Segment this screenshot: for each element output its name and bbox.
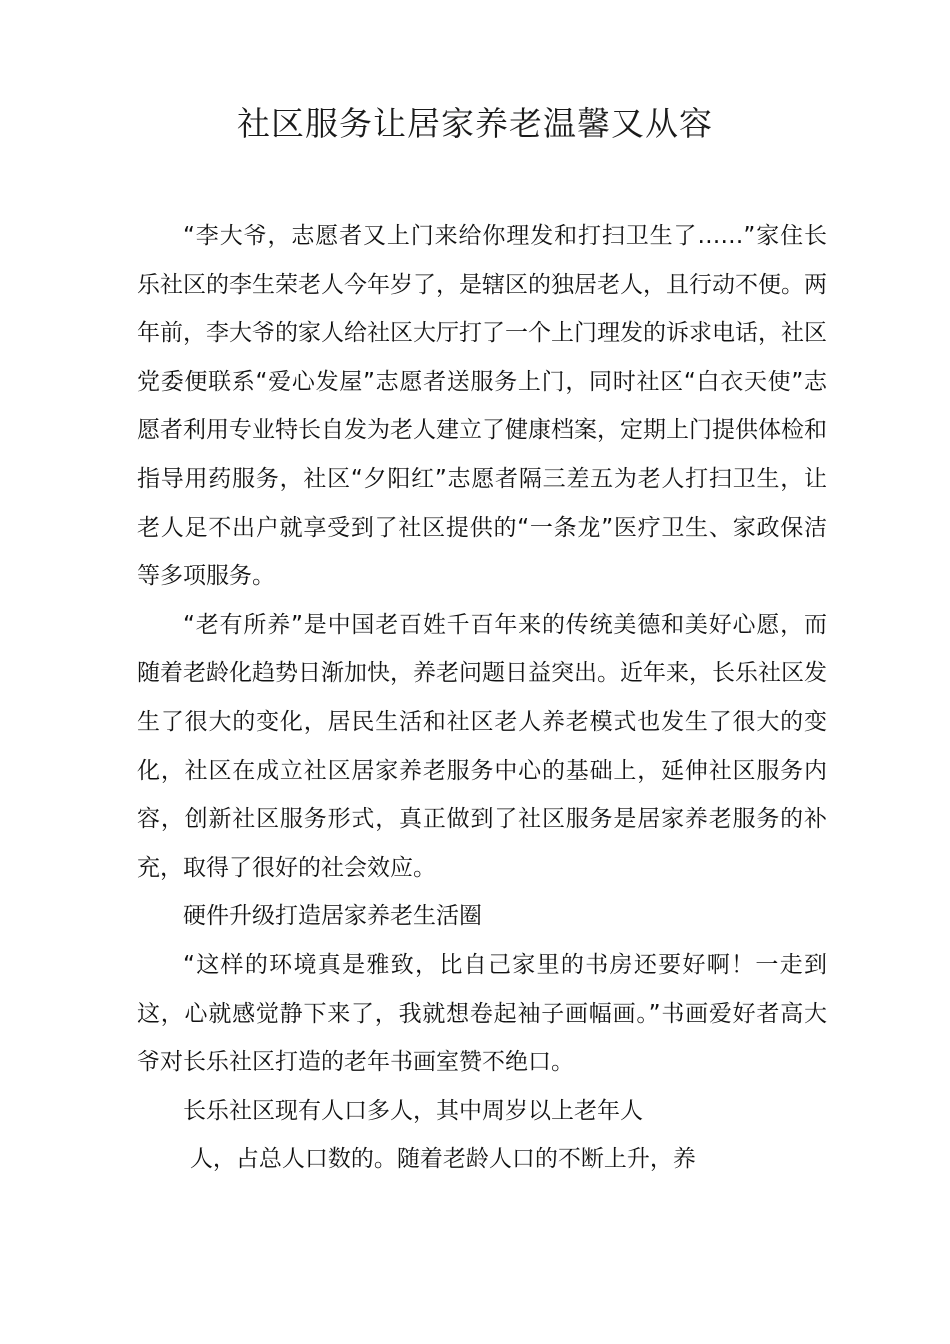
paragraph-population-continued: 人，占总人口数的。随着老龄人口的不断上升，养 [189,1146,696,1173]
paragraph-population: 长乐社区现有人口多人，其中周岁以上老年人 [183,1097,643,1124]
paragraph-elderly-care: “老有所养”是中国老百姓千百年来的传统美德和美好心愿，而随着老龄化趋势日渐加快，养老问题日益突出。近年来，长乐社区发生了很大的变化，居民生活和社区老人养老模式也发生了很大的变化，社区在成立社区居家养老服务中心的基础上，延伸社区服务内容，创新社区服务形式，真正做到了社区服务是居家养老服务的补充，取得了很好的社会效应。 [137,611,827,881]
section-heading-hardware-upgrade: 硬件升级打造居家养老生活圈 [183,903,482,930]
paragraph-calligraphy-room: “这样的环境真是雅致，比自己家里的书房还要好啊！一走到这，心就感觉静下来了，我就想卷起袖子画幅画。”书画爱好者高大爷对长乐社区打造的老年书画室赞不绝口。 [137,951,827,1076]
paragraph-volunteer-service: “李大爷，志愿者又上门来给你理发和打扫卫生了……”家住长乐社区的李生荣老人今年岁了，是辖区的独居老人，且行动不便。两年前，李大爷的家人给社区大厅打了一个上门理发的诉求电话，社区党委便联系“爱心发屋”志愿者送服务上门，同时社区“白衣天使”志愿者利用专业特长自发为老人建立了健康档案，定期上门提供体检和指导用药服务，社区“夕阳红”志愿者隔三差五为老人打扫卫生，让老人足不出户就享受到了社区提供的“一条龙”医疗卫生、家政保洁等多项服务。 [137,223,827,590]
document-title: 社区服务让居家养老温馨又从容 [237,104,713,143]
document-body [137,212,827,1184]
